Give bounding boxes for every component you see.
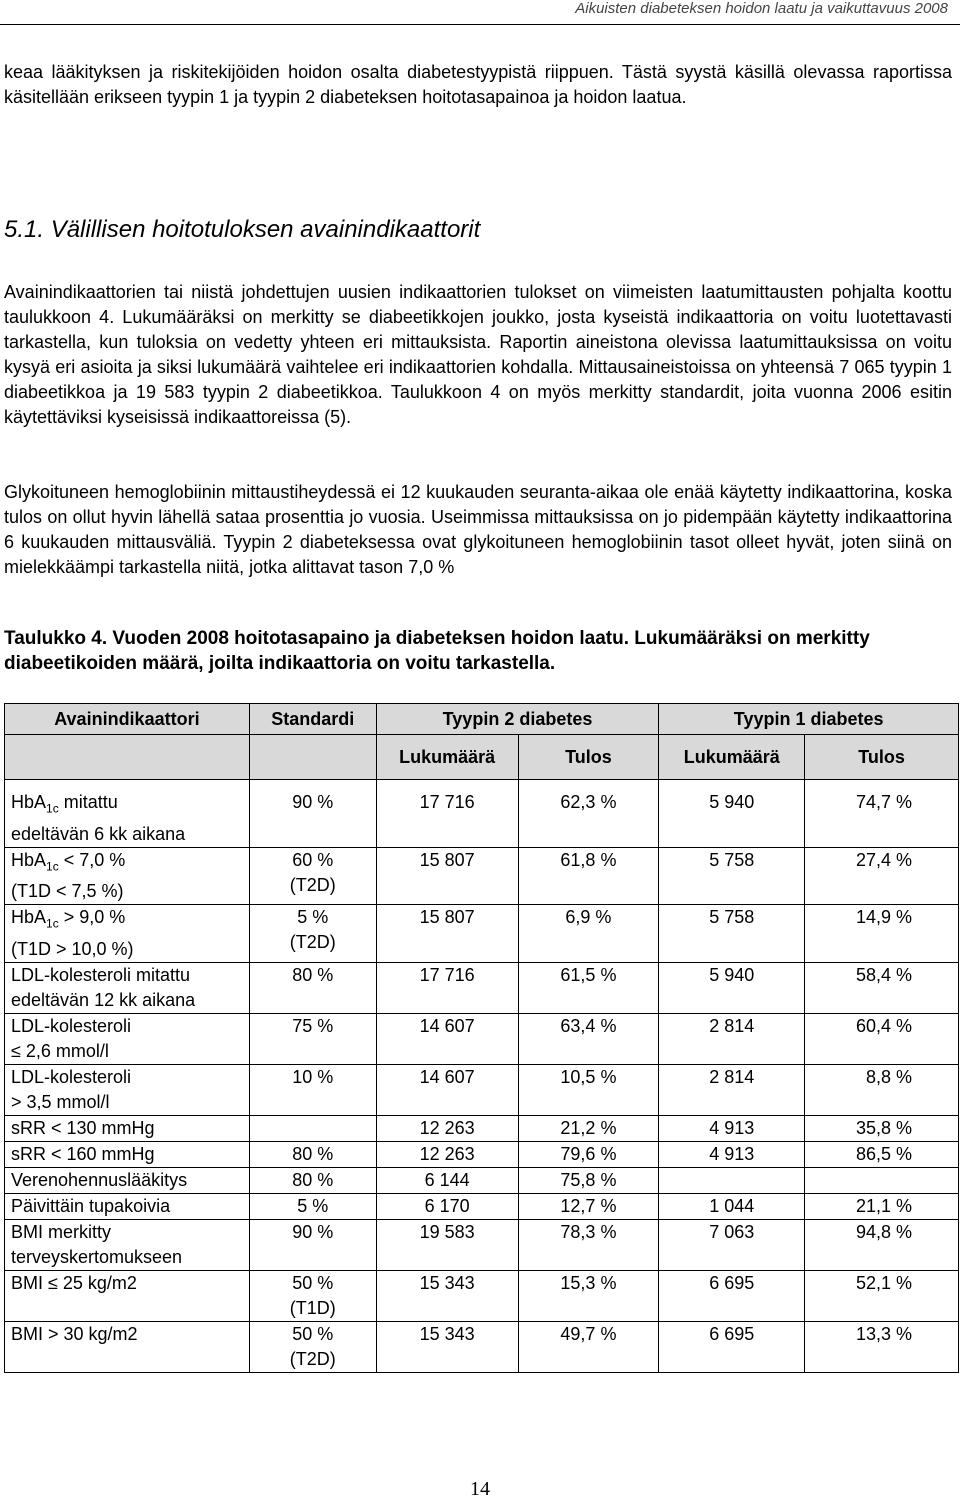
standard-note: (T1D) <box>289 1297 336 1318</box>
header-type1: Tyypin 1 diabetes <box>659 704 959 735</box>
header-blank-2 <box>249 735 376 780</box>
standard-value: 5 % <box>297 907 329 928</box>
table-row <box>5 1219 959 1270</box>
t2-result-cell: 61,8 % <box>518 847 659 905</box>
subheader-result-t1: Tulos <box>805 735 959 780</box>
t2-count-cell: 14 607 <box>376 1013 518 1064</box>
standard-value: 90 % <box>292 792 334 812</box>
t2-result-cell: 12,7 % <box>518 1193 659 1219</box>
standard-cell <box>249 1064 376 1115</box>
header-rule <box>0 24 960 25</box>
t1-result-cell: 58,4 % <box>805 962 959 1013</box>
indicator-line2: ≤ 2,6 mmol/l <box>11 1040 109 1061</box>
indicator-cell <box>5 1141 250 1167</box>
standard-cell <box>249 1321 376 1372</box>
indicator-line1: LDL-kolesteroli mitattu <box>11 964 191 985</box>
t2-count-cell: 6 144 <box>376 1167 518 1193</box>
standard-cell <box>249 1013 376 1064</box>
standard-cell <box>249 1115 376 1141</box>
table-row <box>5 1167 959 1193</box>
indicator-cell <box>5 962 250 1013</box>
t2-result-cell: 62,3 % <box>518 780 659 848</box>
header-blank <box>5 735 250 780</box>
indicator-cell <box>5 1115 250 1141</box>
t1-count-cell: 7 063 <box>659 1219 805 1270</box>
indicator-cell <box>5 780 250 848</box>
t1-result-cell: 27,4 % <box>805 847 959 905</box>
page-number: 14 <box>470 1478 490 1500</box>
table-row <box>5 962 959 1013</box>
subheader-count-t1: Lukumäärä <box>659 735 805 780</box>
t1-result-cell: 86,5 % <box>805 1141 959 1167</box>
subscript: 1c <box>46 801 59 816</box>
indicator-line2: terveyskertomukseen <box>11 1246 183 1267</box>
header-type2: Tyypin 2 diabetes <box>376 704 659 735</box>
standard-value: 60 % <box>292 849 334 870</box>
standard-note: (T2D) <box>289 874 336 895</box>
standard-cell <box>249 1193 376 1219</box>
t2-result-cell: 61,5 % <box>518 962 659 1013</box>
standard-cell <box>249 847 376 905</box>
body-paragraph-1: Avainindikaattorien tai niistä johdettujen uusien indikaattorien tulokset on viimeisten laatumittausten pohjalta koottu taulukkoon 4. Lukumääräksi on merkitty se diabeetikkojen joukko, josta kyseistä indikaattoria on voitu luotettavasti tarkastella, kun tuloksia on vedetty yhteen eri mittauksista. Raportin aineistona olevissa laatumittauksissa on voitu kysyä eri asioita ja siksi lukumäärä vaihtelee eri indikaattorien kohdalla. Mittausaineistoissa on yhteensä 7 065 tyypin 1 diabeetikkoa ja 19 583 tyypin 2 diabeetikkoa. Taulukkoon 4 on myös merkitty standardit, joita vuonna 2006 esitin käytettäviksi kyseisissä indikaattoreissa (5). <box>4 282 952 427</box>
standard-value: 90 % <box>292 1221 334 1242</box>
table-row <box>5 1064 959 1115</box>
t1-result-cell: 14,9 % <box>805 905 959 963</box>
standard-cell <box>249 1141 376 1167</box>
running-header: Aikuisten diabeteksen hoidon laatu ja vaikuttavuus 2008 <box>575 0 948 17</box>
indicator-line1: Verenohennuslääkitys <box>11 1169 188 1190</box>
t1-count-cell: 6 695 <box>659 1270 805 1321</box>
indicator-line1: HbA <box>11 907 47 928</box>
table-row <box>5 1193 959 1219</box>
indicator-line1-tail: mitattu <box>58 792 118 812</box>
standard-value: 75 % <box>292 1015 334 1036</box>
indicator-cell <box>5 1167 250 1193</box>
t2-result-cell: 21,2 % <box>518 1115 659 1141</box>
table-row <box>5 905 959 963</box>
indicator-cell <box>5 1193 250 1219</box>
table-row <box>5 780 959 848</box>
indicator-line1: LDL-kolesteroli <box>11 1066 132 1087</box>
indicator-line2: (T1D > 10,0 %) <box>11 938 134 959</box>
t1-result-cell: 13,3 % <box>805 1321 959 1372</box>
table-row <box>5 1013 959 1064</box>
standard-value: 80 % <box>292 964 334 985</box>
t2-result-cell: 78,3 % <box>518 1219 659 1270</box>
t1-result-cell: 21,1 % <box>805 1193 959 1219</box>
subheader-result-t2: Tulos <box>518 735 659 780</box>
t2-result-cell: 63,4 % <box>518 1013 659 1064</box>
indicator-line2: > 3,5 mmol/l <box>11 1091 110 1112</box>
indicator-line1: BMI ≤ 25 kg/m2 <box>11 1272 137 1293</box>
indicator-cell <box>5 847 250 905</box>
t1-result-cell <box>805 1167 959 1193</box>
indicator-cell <box>5 1270 250 1321</box>
t1-count-cell: 6 695 <box>659 1321 805 1372</box>
t1-result-cell: 60,4 % <box>805 1013 959 1064</box>
t1-result-cell: 52,1 % <box>805 1270 959 1321</box>
t2-result-cell: 6,9 % <box>518 905 659 963</box>
t1-count-cell: 4 913 <box>659 1141 805 1167</box>
section-heading: 5.1. Välillisen hoitotuloksen avainindikaattorit <box>4 216 481 243</box>
t2-result-cell: 79,6 % <box>518 1141 659 1167</box>
body-paragraph-2: Glykoituneen hemoglobiinin mittaustiheydessä ei 12 kuukauden seuranta-aikaa ole enää käytetty indikaattorina, koska tulos on ollut hyvin lähellä sataa prosenttia jo vuosia. Useimmissa mittauksissa on jo pidempään käytetty indikaattorina 6 kuukauden mittausväliä. Tyypin 2 diabeteksessa ovat glykoituneen hemoglobiinin tasot olleet hyvät, joten siinä on mielekkäämpi tarkastella niitä, jotka alittavat tason 7,0 % <box>4 482 952 577</box>
t1-count-cell: 2 814 <box>659 1064 805 1115</box>
indicator-line1: sRR < 130 mmHg <box>11 1117 155 1138</box>
header-indicator: Avainindikaattori <box>5 704 250 735</box>
t1-count-cell: 5 940 <box>659 780 805 848</box>
t1-count-cell: 1 044 <box>659 1193 805 1219</box>
subscript: 1c <box>46 916 59 931</box>
t2-result-cell: 10,5 % <box>518 1064 659 1115</box>
standard-cell <box>249 905 376 963</box>
standard-value: 10 % <box>292 1066 334 1087</box>
indicator-line1: sRR < 160 mmHg <box>11 1143 155 1164</box>
header-standard: Standardi <box>249 704 376 735</box>
t2-count-cell: 15 343 <box>376 1321 518 1372</box>
table-body <box>5 780 959 1373</box>
intro-paragraph: keaa lääkityksen ja riskitekijöiden hoidon osalta diabetestyypistä riippuen. Tästä syystä käsillä olevassa raportissa käsitellään erikseen tyypin 1 ja tyypin 2 diabeteksen hoitotasapainoa ja hoidon laatua. <box>4 62 952 107</box>
t1-count-cell: 4 913 <box>659 1115 805 1141</box>
standard-cell <box>249 780 376 848</box>
standard-cell <box>249 1219 376 1270</box>
standard-cell <box>249 1167 376 1193</box>
indicator-line1-tail: > 9,0 % <box>58 907 126 928</box>
t1-result-cell: 35,8 % <box>805 1115 959 1141</box>
table-row <box>5 1270 959 1321</box>
indicator-line1: LDL-kolesteroli <box>11 1015 132 1036</box>
indicator-line1: Päivittäin tupakoivia <box>11 1195 171 1216</box>
t2-count-cell: 12 263 <box>376 1141 518 1167</box>
indicator-cell <box>5 1219 250 1270</box>
indicator-cell <box>5 905 250 963</box>
t1-count-cell: 2 814 <box>659 1013 805 1064</box>
t2-count-cell: 6 170 <box>376 1193 518 1219</box>
t1-count-cell: 5 940 <box>659 962 805 1013</box>
indicator-line2: (T1D < 7,5 %) <box>11 881 124 902</box>
standard-cell <box>249 962 376 1013</box>
indicator-line2: edeltävän 6 kk aikana <box>11 823 186 844</box>
t2-count-cell: 17 716 <box>376 962 518 1013</box>
standard-note: (T2D) <box>289 932 336 953</box>
t2-count-cell: 17 716 <box>376 780 518 848</box>
indicator-line2: edeltävän 12 kk aikana <box>11 989 196 1010</box>
standard-note: (T2D) <box>289 1348 336 1369</box>
t2-count-cell: 12 263 <box>376 1115 518 1141</box>
indicator-line1: HbA <box>11 792 47 812</box>
indicator-line1: HbA <box>11 849 47 870</box>
t1-result-cell: 8,8 % <box>805 1064 959 1115</box>
table-row <box>5 1141 959 1167</box>
indicator-line1-tail: < 7,0 % <box>58 849 126 870</box>
indicator-table <box>4 703 959 1373</box>
table-row <box>5 1115 959 1141</box>
subheader-count-t2: Lukumäärä <box>376 735 518 780</box>
t2-count-cell: 19 583 <box>376 1219 518 1270</box>
t1-count-cell: 5 758 <box>659 905 805 963</box>
t2-count-cell: 15 343 <box>376 1270 518 1321</box>
t2-result-cell: 49,7 % <box>518 1321 659 1372</box>
standard-value: 80 % <box>292 1169 334 1190</box>
standard-value: 50 % <box>292 1323 334 1344</box>
standard-value: 5 % <box>297 1195 329 1216</box>
table-row <box>5 1321 959 1372</box>
t2-result-cell: 15,3 % <box>518 1270 659 1321</box>
indicator-line1: BMI merkitty <box>11 1221 112 1242</box>
t2-count-cell: 15 807 <box>376 905 518 963</box>
t1-count-cell <box>659 1167 805 1193</box>
t2-count-cell: 15 807 <box>376 847 518 905</box>
t1-result-cell: 74,7 % <box>805 780 959 848</box>
t1-result-cell: 94,8 % <box>805 1219 959 1270</box>
table-row <box>5 847 959 905</box>
t2-result-cell: 75,8 % <box>518 1167 659 1193</box>
t1-count-cell: 5 758 <box>659 847 805 905</box>
indicator-cell <box>5 1321 250 1372</box>
subscript: 1c <box>46 859 59 874</box>
t2-count-cell: 14 607 <box>376 1064 518 1115</box>
indicator-cell <box>5 1013 250 1064</box>
standard-value: 80 % <box>292 1143 334 1164</box>
indicator-line1: BMI > 30 kg/m2 <box>11 1323 138 1344</box>
indicator-cell <box>5 1064 250 1115</box>
standard-value: 50 % <box>292 1272 334 1293</box>
standard-cell <box>249 1270 376 1321</box>
table-caption: Taulukko 4. Vuoden 2008 hoitotasapaino ja diabeteksen hoidon laatu. Lukumääräksi on merkitty diabeetikoiden määrä, joilta indikaattoria on voitu tarkastella. <box>4 628 870 674</box>
